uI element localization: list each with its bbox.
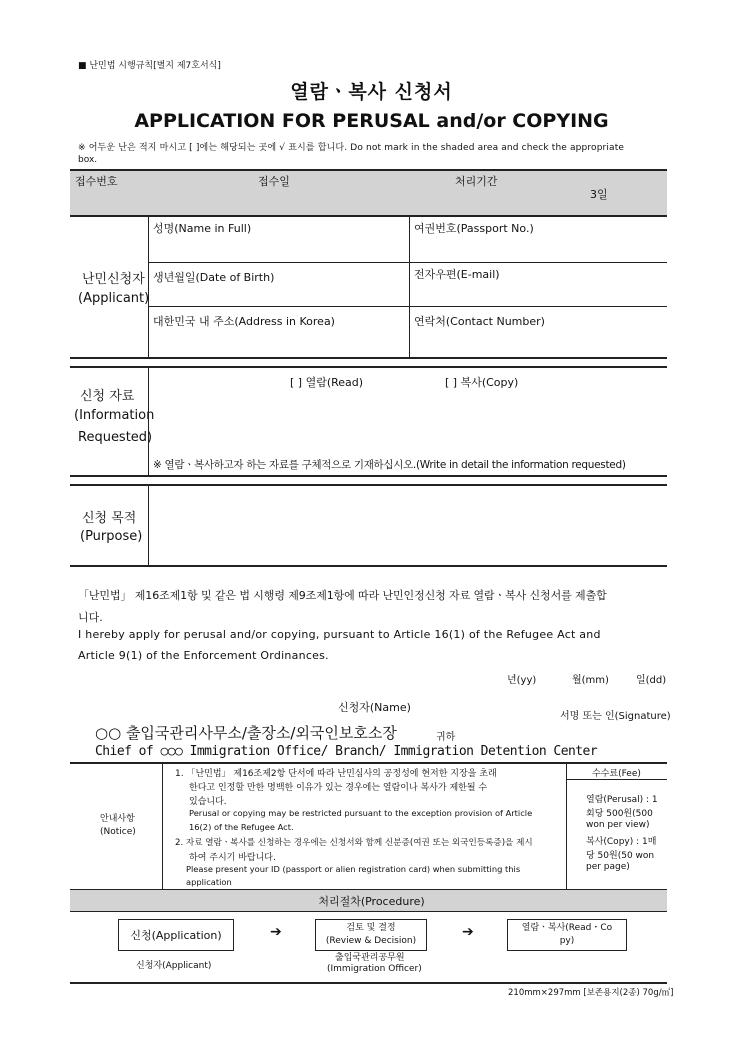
notice-label-en: (Notice) <box>100 827 136 837</box>
step1-actor: 신청자(Applicant) <box>136 961 212 971</box>
step-read-copy-label-cont: py) <box>559 936 575 946</box>
notice-line: 16(2) of the Refugee Act. <box>189 822 294 832</box>
paper-spec: 210mm×297mm [보존용지(2종) 70g/㎡] <box>508 988 674 998</box>
name-field[interactable]: 성명(Name in Full) <box>153 222 252 235</box>
notice-label: 안내사항 <box>100 814 135 824</box>
procedure-title: 처리절차(Procedure) <box>318 895 425 908</box>
notice-line: 2. 자료 열람ㆍ복사를 신청하는 경우에는 신청서와 함께 신분증(여권 또는 외국인등록증)을 제시 <box>175 838 533 848</box>
instruction-note-cont: box. <box>78 155 98 165</box>
year-field[interactable]: 년(yy) <box>507 675 537 686</box>
fee-line: 복사(Copy) : 1매 <box>586 837 657 847</box>
notice-line: Perusal or copying may be restricted pursuant to the exception provision of Article <box>189 808 533 818</box>
step2-actor-en: (Immigration Officer) <box>327 964 422 974</box>
month-field[interactable]: 월(mm) <box>572 675 609 686</box>
instruction-note: ※ 어두운 난은 적지 마시고 [ ]에는 해당되는 곳에 √ 표시를 합니다. Do not mark in the shaded area and check the appropriate <box>78 143 625 153</box>
notice-line: application <box>186 877 232 887</box>
step-review <box>315 919 427 951</box>
processing-period-label: 처리기간 <box>455 175 498 188</box>
step-review-label: 검토 및 결정 <box>346 923 396 933</box>
declaration-korean-cont: 니다. <box>78 611 103 624</box>
arrow-icon: ➔ <box>462 924 474 940</box>
step2-actor: 출입국관리공무원 <box>335 953 405 963</box>
fee-line: 당 50원(50 won <box>586 851 655 861</box>
info-detail-note: ※ 열람ㆍ복사하고자 하는 자료를 구체적으로 기재하십시오.(Write in detail the information requested) <box>153 459 626 471</box>
fee-line: 회당 500원(500 <box>586 809 653 819</box>
step-read-copy <box>507 919 627 951</box>
step-application: 신청(Application) <box>118 919 234 951</box>
applicant-name-field[interactable]: 신청자(Name) <box>338 701 411 714</box>
notice-line: 1. 「난민법」 제16조제2항 단서에 따라 난민심사의 공정성에 현저한 지장을 초래 <box>175 769 497 779</box>
info-section-label: 신청 자료 <box>80 389 135 404</box>
notice-line: Please present your ID (passport or alien registration card) when submitting this <box>186 864 521 874</box>
applicant-section-label: 난민신청자 <box>82 272 145 287</box>
declaration-korean: 「난민법」 제16조제1항 및 같은 법 시행령 제9조제1항에 따라 난민인정신청 자료 열람ㆍ복사 신청서를 제출합 <box>78 589 607 602</box>
receipt-date-label: 접수일 <box>258 175 290 188</box>
addressee-korean: ○○ 출입국관리사무소/출장소/외국인보호소장 <box>95 724 397 742</box>
read-checkbox[interactable]: [ ] 열람(Read) <box>290 376 364 389</box>
fee-line: won per view) <box>586 820 650 830</box>
declaration-english: I hereby apply for perusal and/or copying, pursuant to Article 16(1) of the Refugee Act and <box>78 628 601 641</box>
address-field[interactable]: 대한민국 내 주소(Address in Korea) <box>153 315 335 328</box>
email-field[interactable]: 전자우편(E-mail) <box>414 268 500 281</box>
copy-checkbox[interactable]: [ ] 복사(Copy) <box>445 376 519 389</box>
purpose-section-label: 신청 목적 <box>82 511 137 526</box>
notice-line: 있습니다. <box>189 797 227 807</box>
title-english: APPLICATION FOR PERUSAL and/or COPYING <box>134 110 609 132</box>
step-read-copy-label: 열람ㆍ복사(Read・Co <box>521 923 613 933</box>
processing-days-value: 3일 <box>590 188 608 201</box>
info-section-label-en: (Information <box>74 408 155 423</box>
declaration-english-cont: Article 9(1) of the Enforcement Ordinances. <box>78 649 329 662</box>
arrow-icon: ➔ <box>270 924 282 940</box>
title-korean: 열람ㆍ복사 신청서 <box>290 81 453 103</box>
purpose-input-area[interactable] <box>149 485 667 565</box>
form-reference: ■ 난민법 시행규칙[별지 제7호서식] <box>78 61 221 71</box>
passport-number-field[interactable]: 여권번호(Passport No.) <box>414 222 534 235</box>
notice-line: 하여 주시기 바랍니다. <box>189 853 276 863</box>
day-field[interactable]: 일(dd) <box>636 675 667 686</box>
addressee-honorific: 귀하 <box>436 732 456 743</box>
contact-number-field[interactable]: 연락처(Contact Number) <box>414 315 545 328</box>
receipt-number-label: 접수번호 <box>75 175 118 188</box>
office-use-area <box>70 170 667 215</box>
applicant-section-label-en: (Applicant) <box>78 291 150 306</box>
fee-title: 수수료(Fee) <box>592 769 641 779</box>
signature-field[interactable]: 서명 또는 인(Signature) <box>560 711 671 722</box>
fee-line: 열람(Perusal) : 1 <box>586 795 658 805</box>
addressee-english: Chief of ○○○ Immigration Office/ Branch/ Immigration Detention Center <box>95 744 598 759</box>
purpose-section-label-en: (Purpose) <box>80 529 143 544</box>
notice-line: 한다고 인정할 만한 명백한 이유가 있는 경우에는 열람이나 복사가 제한될 수 <box>189 783 488 793</box>
info-section-label-en-2: Requested) <box>78 430 153 445</box>
date-of-birth-field[interactable]: 생년월일(Date of Birth) <box>153 271 275 284</box>
fee-line: per page) <box>586 862 630 872</box>
step-review-label-en: (Review & Decision) <box>325 936 417 946</box>
